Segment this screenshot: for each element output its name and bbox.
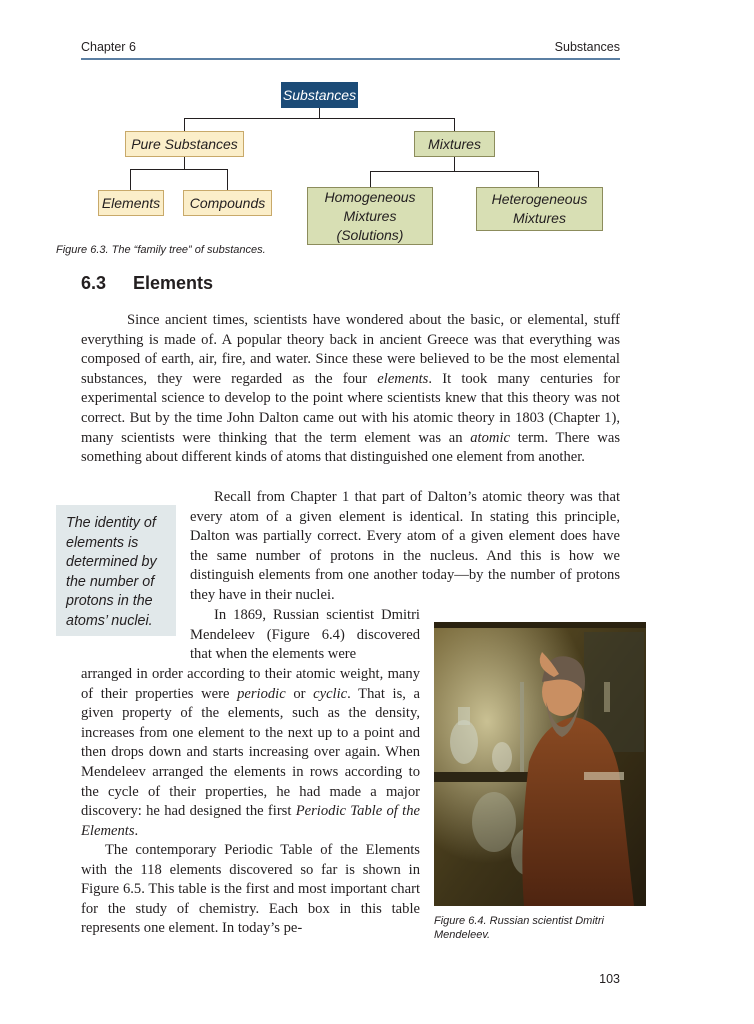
- paragraph-3-cont: [81, 665, 420, 841]
- node-elements: Elements: [98, 190, 164, 216]
- p1-emph-atomic: atomic: [470, 429, 510, 446]
- paragraph-2: Recall from Chapter 1 that part of Dalton’s atomic theory was that every atom of a given element is identical. In stating this principle, Dalton was partially correct. Every atom of a given element does have the same number of protons in the nucleus. And this is how we distinguish elements from one another today—by the number of protons they have in their nuclei.: [190, 489, 620, 603]
- mendeleev-portrait-image: [434, 622, 646, 906]
- homogeneous-line-2: Mixtures: [343, 207, 397, 224]
- edge-mix-bar: [370, 171, 539, 172]
- node-heterogeneous-mixtures: [476, 187, 603, 231]
- node-homogeneous-mixtures: [307, 187, 433, 245]
- p3-emph-periodic-table: Periodic Table of the Elements: [81, 803, 421, 839]
- paragraph-1: [81, 311, 620, 468]
- node-pure-substances: Pure Substances: [125, 131, 244, 157]
- heterogeneous-line-1: Heterogeneous: [491, 191, 588, 207]
- edge-pure-down: [184, 157, 185, 169]
- paragraph-3-start: In 1869, Russian scientist Dmitri Mendeleev (Figure 6.4) discovered that when the elements were: [190, 607, 420, 663]
- section-title: Elements: [133, 273, 214, 293]
- figure-6-4-caption: Figure 6.4. Russian scientist Dmitri Mendeleev.: [434, 915, 604, 941]
- p3-emph-cyclic: cyclic: [313, 685, 348, 702]
- p1-text-a: Since ancient times, scientists have wondered about the basic, or elemental, stuff everything is made of. A popular theory back in ancient Greece was that everything was composed of earth, air, fire, and water. Since these were believed to be the most elemental substances, they were regarded as the four: [81, 312, 620, 387]
- p3-text-or: or: [285, 685, 314, 702]
- chapter-label: Chapter 6: [81, 40, 136, 54]
- paragraph-4: The contemporary Periodic Table of the Elements with the 118 elements discovered so far is shown in Figure 6.5. This table is the first and most important chart for the study of chemistry. Each box in this table represents one element. In today’s pe-: [81, 842, 420, 937]
- figure-6-3-caption: Figure 6.3. The “family tree” of substances.: [56, 244, 266, 256]
- p1-text-b: . It took many centuries for experimental science to develop to the point where scientists knew that this theory was not correct. But by the time John Dalton came out with his atomic theory in 1803 (Chapter 1), many scientists were thinking that the term element was an: [81, 370, 620, 446]
- edge-to-homogeneous: [370, 171, 371, 187]
- edge-to-pure: [184, 118, 185, 131]
- edge-to-compounds: [227, 169, 228, 190]
- p1-text-c: term. There was something about different kinds of atoms that distinguished one element from another.: [81, 429, 620, 466]
- p3-emph-periodic: periodic: [237, 685, 286, 702]
- sidebar-callout: The identity of elements is determined by the number of protons in the atoms’ nuclei.: [56, 505, 176, 636]
- homogeneous-line-3: (Solutions): [336, 226, 404, 243]
- node-compounds: Compounds: [183, 190, 272, 216]
- homogeneous-line-1: Homogeneous: [324, 188, 416, 205]
- edge-to-mixtures: [454, 118, 455, 131]
- section-heading: [81, 273, 213, 294]
- heterogeneous-line-2: Mixtures: [513, 210, 566, 226]
- p3-text-end: .: [134, 822, 139, 839]
- node-substances: Substances: [281, 82, 358, 108]
- page-number: 103: [599, 972, 620, 986]
- edge-pure-bar: [130, 169, 228, 170]
- p1-emph-elements: elements: [377, 370, 429, 387]
- p3-text-b: . That is, a given property of the elements, such as the density, increases from one element to the next up to a point and then drops down and starts increasing over again. When Mendeleev arranged the elements in rows according to the cycle of their properties, he had made a major discovery: he had designed the first: [81, 685, 420, 820]
- section-label: Substances: [554, 40, 620, 54]
- node-mixtures: Mixtures: [414, 131, 495, 157]
- section-number: 6.3: [81, 273, 107, 293]
- edge-to-heterogeneous: [538, 171, 539, 187]
- edge-mix-down: [454, 157, 455, 172]
- edge-to-elements: [130, 169, 131, 190]
- p3-text-a: arranged in order according to their atomic weight, many of their properties were: [81, 666, 420, 702]
- substances-family-tree: [0, 0, 754, 260]
- edge-level1-bar: [184, 118, 455, 119]
